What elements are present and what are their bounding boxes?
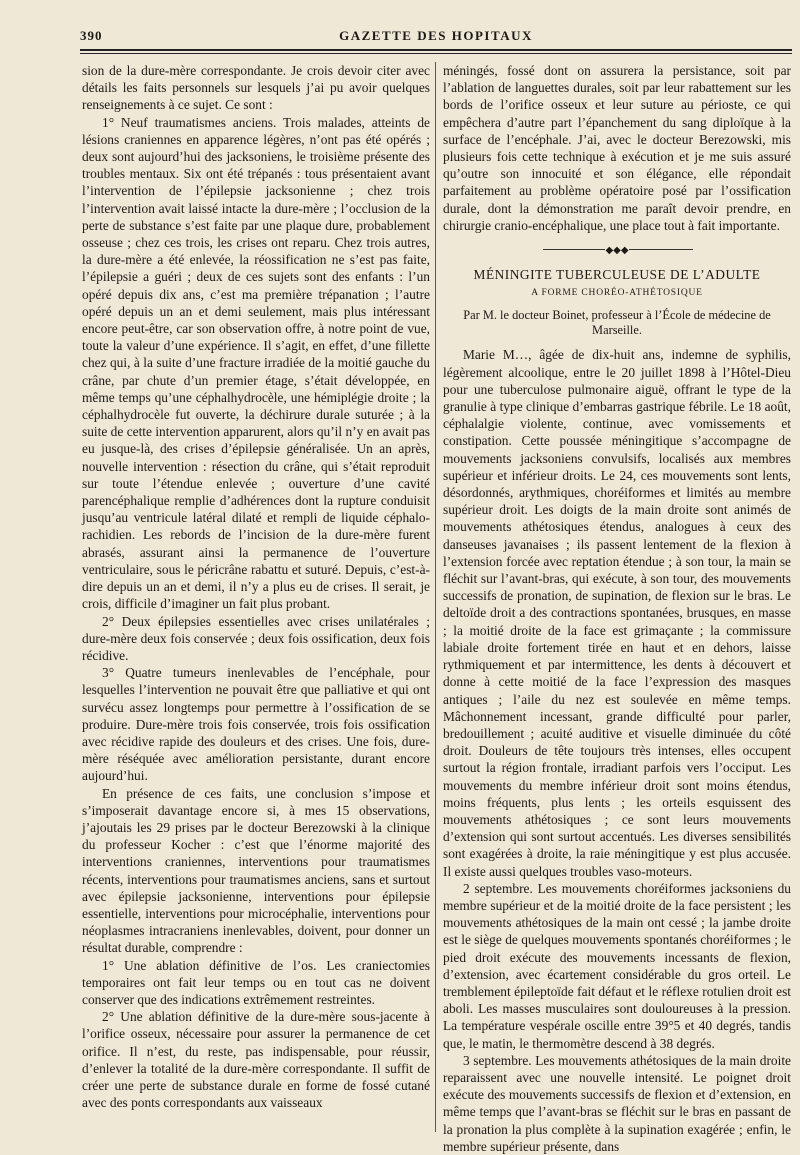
page-number: 390 bbox=[80, 28, 103, 43]
body-paragraph: 3 septembre. Les mouvements athétosiques de la main droite reparaissent avec une nouvelle intensité. Le poignet droit exécute des mouvements successifs de flexion et d’extension, en même temps que l’avant-bras se fléchit sur le bras en passant de la pronation la plus complète à la supination exagérée ; enfin, le membre supérieur présente, dans bbox=[443, 1052, 791, 1154]
body-paragraph: 2 septembre. Les mouvements choréiformes jacksoniens du membre supérieur et de la moitié droite de la face persistent ; les mouvements athétosiques de la main ont cessé ; la jambe droite est le siège de quelques mouvements spontanés choréiformes ; le pied droit exécute des mouvements incessants de flexion, d’extension, avec écartement considérable du gros orteil. Le tremblement épileptoïde fait défaut et le réflexe rotulien droit est aboli. Les masses musculaires sont douloureuses à la pression. La température vespérale oscille entre 39°5 et 40 degrés, tandis que, le matin, le thermomètre descend à 38 degrés. bbox=[443, 880, 791, 1051]
header-rule-thin bbox=[80, 53, 792, 54]
ornament-icon: ◆◆◆ bbox=[605, 242, 629, 259]
right-column bbox=[443, 62, 791, 1155]
body-paragraph: En présence de ces faits, une conclusion s’impose et s’imposerait davantage encore si, à mes 15 observations, j’ajoutais les 29 prises par le docteur Berezowski à la clinique du professeur Kocher : c’est que l’énorme majorité des interventions craniennes, interventions pour traumatismes récents, interventions pour traumatismes anciens, sans et surtout avec épilepsie jacksonienne, interventions pour épilepsie essentielle, interventions pour microcéphalie, interventions pour néoplasmes intracraniens inenlevables, doivent, pour donner un résultat durable, comprendre : bbox=[82, 785, 430, 956]
body-paragraph: sion de la dure-mère correspondante. Je crois devoir citer avec détails les faits personnels sur lesquels j’ai pu avoir quelques renseignements à ce sujet. Ce sont : bbox=[82, 63, 430, 113]
body-paragraph: 2° Une ablation définitive de la dure-mère sous-jacente à l’orifice osseux, nécessaire pour assurer la permanence de cet orifice. Il n’est, du reste, pas indispensable, pour réussir, d’enlever la totalité de la dure-mère correspondante. Il suffit de créer une perte de substance durale en forme de fossé cutané avec des ponts correspondants aux vaisseaux bbox=[82, 1009, 430, 1111]
journal-title: GAZETTE DES HOPITAUX bbox=[339, 28, 533, 43]
body-paragraph: Marie M…, âgée de dix-huit ans, indemne de syphilis, légèrement alcoolique, entre le 20 juillet 1898 à l’Hôtel-Dieu pour une tuberculose pulmonaire aiguë, offrant le type de la granulie à type clinique d’embarras gastrique fébrile. Le 18 août, céphalalgie violente, continue, avec vomissements et constipation. Cette poussée méningitique s’accompagne de mouvements jacksoniens convulsifs, localisés aux membres supérieur et inférieur droits. Le 24, ces mouvements sont lents, désordonnés, arythmiques, choréiformes et limités au membre supérieur droit. Les doigts de la main droite sont animés de mouvements athétosiques étendus, analogues à ceux des danseuses javanaises ; ils passent lentement de la flexion à l’extension forcée avec reptation étendue ; à son tour, la main se fléchit sur l’avant-bras, qui exécute, à son tour, des mouvements successifs de pronation, de supination, de flexion sur le bras. Le deltoïde droit a des contractions spontanées, brusques, en masse ; la moitié droite de la face est grimaçante ; la commissure labiale droite fortement tirée en haut et en dehors, laisse rythmiquement et par intermittence, les dents à découvert et donne à cette moitié de la face l’expression des masques antiques ; l’aile du nez est soulevée en même temps. Mâchonnement incessant, grande difficulté pour parler, bredouillement ; acuité auditive et visuelle diminuée du côté droit. Douleurs de tête toujours très intenses, elles occupent surtout la région frontale, irradiant parfois vers l’occiput. Les mouvements du membre inférieur droit sont moins étendus, moins fréquents, plus lents ; les orteils esquissent des mouvements athétosiques ; ce sont leurs mouvements d’extension qui sont surtout accentués. Les diverses sensibilités sont exagérées à droite, la raie méningitique y est plus accusée. Il existe aussi quelques troubles vaso-moteurs. bbox=[443, 347, 791, 879]
column-divider bbox=[435, 62, 436, 1132]
body-paragraph: 1° Une ablation définitive de l’os. Les craniectomies temporaires ont fait leur temps ou en tout cas ne doivent conserver que des indications extrêmement restreintes. bbox=[82, 957, 430, 1007]
running-header bbox=[80, 24, 792, 46]
body-paragraph: 2° Deux épilepsies essentielles avec crises unilatérales ; dure-mère deux fois conservée ; deux fois ossification, deux fois récidive. bbox=[82, 613, 430, 663]
left-column bbox=[82, 62, 430, 1111]
body-paragraph: 3° Quatre tumeurs inenlevables de l’encéphale, pour lesquelles l’intervention ne pouvait être que palliative et qui ont survécu assez longtemps pour permettre à l’ossification de se produire. Dure-mère trois fois conservée, trois fois ossification avec récidive rapide des douleurs et des crises. Une fois, dure-mère réséquée avec amélioration persistante, durant encore aujourd’hui. bbox=[82, 665, 430, 784]
article-title: MÉNINGITE TUBERCULEUSE DE L’ADULTE bbox=[473, 267, 761, 283]
header-rule-thick bbox=[80, 49, 792, 51]
article-subtitle: A FORME CHORÉO-ATHÉTOSIQUE bbox=[531, 288, 703, 299]
body-paragraph: méningés, fossé dont on assurera la persistance, soit par l’ablation de languettes durales, soit par leur rabattement sur les bords de l’orifice osseux et leur suture au périoste, ce qui empêchera d’autre part l’épanchement du sang diploïque à la surface de l’encéphale. J’ai, avec le docteur Berezowski, mis plusieurs fois cette technique à exécution et je me suis assuré qu’outre son innocuité et son élégance, elle répondait parfaitement au problème opératoire posé par l’ossification durale, dont la démonstration me paraît devoir prendre, en chirurgie cranio-encéphalique, une place tout à fait importante. bbox=[443, 63, 791, 233]
body-paragraph: 1° Neuf traumatismes anciens. Trois malades, atteints de lésions craniennes en apparence légères, n’ont pas été opérés ; deux sont aujourd’hui des jacksoniens, le troisième présente des troubles mentaux. Six ont été trépanés : tous présentaient avant l’intervention de l’épilepsie jacksonienne ; chez trois l’intervention avait laissé intacte la dure-mère ; l’occlusion de la perte de substance s’est faite par une plaque dure, probablement osseuse ; chez ces trois, les crises ont reparu. Chez trois autres, la dure-mère a été enlevée, la réossification ne s’est pas faite, l’épilepsie a guéri ; deux de ces sujets sont des enfants : l’un opéré depuis dix ans, c’est ma première trépanation ; l’autre opéré depuis un an et demi seulement, mais plus intéressant encore peut-être, car son observation offre, à notre point de vue, toute la valeur d’une expérience. Il s’agit, en effet, d’une fillette chez qui, à la suite d’une fracture irradiée de la moitié gauche du crâne, par chute d’un premier étage, s’était développée, en même temps qu’une céphalhydrocèle, une hémiplégie droite ; la céphalhydrocèle fut ouverte, la déchirure durale suturée ; à la suite de cette intervention apparurent, alors qu’il n’y en avait pas eu jusque-là, des crises d’épilepsie généralisée. Un an après, nouvelle intervention : résection du crâne, qui s’était reproduit sur toute l’étendue enlevée ; ouverture d’une cavité parencéphalique remplie d’adhérences dont la rupture conduisit jusqu’au ventricule latéral dilaté et rempli de liquide céphalo-rachidien. Les rebords de l’incision de la dure-mère furent abrasés, assurant ainsi la permanence de l’ouverture ventriculaire, sous le péricrâne rabattu et suturé. Depuis, c’est-à-dire depuis un an et demi, il n’y a plus eu de crises. Il serait, je crois, difficile d’imaginer un fait plus probant. bbox=[82, 114, 430, 612]
article-byline: Par M. le docteur Boinet, professeur à l’École de médecine de Marseille. bbox=[463, 308, 771, 338]
article-separator bbox=[443, 242, 791, 256]
